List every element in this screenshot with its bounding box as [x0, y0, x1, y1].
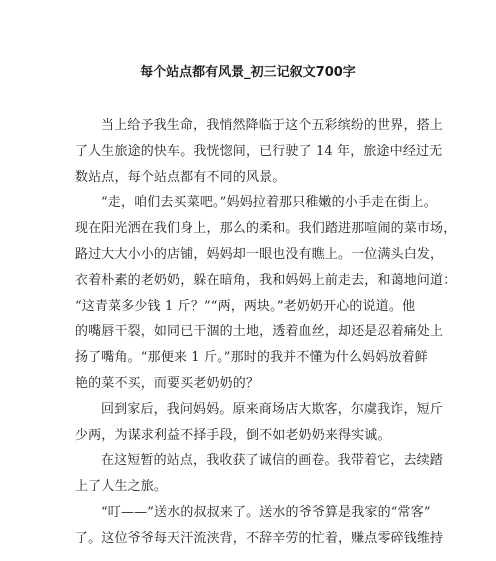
text-line: “这青菜多少钱 1 斤？”“两，两块。”老奶奶开心的说道。他	[75, 298, 416, 314]
text-line: 当上给予我生命，我悄然降临于这个五彩缤纷的世界，搭上	[101, 118, 443, 133]
text-line: 衣着朴素的老奶奶，躲在暗角，我和妈妈上前走去，和蔼地问道：	[75, 272, 457, 288]
text-line: “走，咱们去买菜吧。”妈妈拉着那只稚嫩的小手走在街上。	[101, 195, 437, 211]
paragraph-2	[75, 190, 457, 396]
text-line: 现在阳光洒在我们身上，那么的柔和。我们踏进那喧闹的菜市场，	[75, 221, 457, 237]
text-line: 艳的菜不买，而要买老奶奶的？	[75, 375, 260, 391]
text-line: 的嘴唇干裂，如同已干涸的土地，透着血丝，却还是忍着痛处上	[75, 324, 444, 340]
paragraph-5	[75, 500, 444, 552]
text-line: 扬了嘴角。“那便来 1 斤。”那时的我并不懂为什么妈妈放着鲜	[75, 350, 428, 366]
paragraph-3	[75, 397, 443, 449]
text-line: 回到家后，我问妈妈。原来商场店大欺客，尔虞我诈，短斤	[101, 401, 443, 417]
paragraph-1	[75, 113, 443, 190]
paragraph-4	[75, 448, 443, 500]
document-body	[75, 113, 457, 552]
text-line: “叮——”送水的叔叔来了。送水的爷爷算是我家的“常客”	[101, 504, 431, 520]
text-line: 数站点，每个站点都有不同的风景。	[75, 169, 286, 185]
text-line: 少两，为谋求利益不择手段，倒不如老奶奶来得实诚。	[75, 427, 391, 443]
text-line: 了。这位爷爷每天汗流浃背，不辞辛劳的忙着，赚点零碎钱维持	[75, 530, 444, 546]
document-title: 每个站点都有风景_初三记叙文700字	[140, 65, 356, 80]
text-line: 了人生旅途的快车。我恍惚间，已行驶了 14 年，旅途中经过无	[75, 143, 443, 159]
text-line: 路过大大小小的店铺，妈妈却一眼也没有瞧上。一位满头白发，	[75, 246, 444, 262]
text-line: 上了人生之旅。	[75, 479, 168, 495]
text-line: 在这短暂的站点，我收获了诚信的画卷。我带着它，去续踏	[101, 453, 443, 469]
